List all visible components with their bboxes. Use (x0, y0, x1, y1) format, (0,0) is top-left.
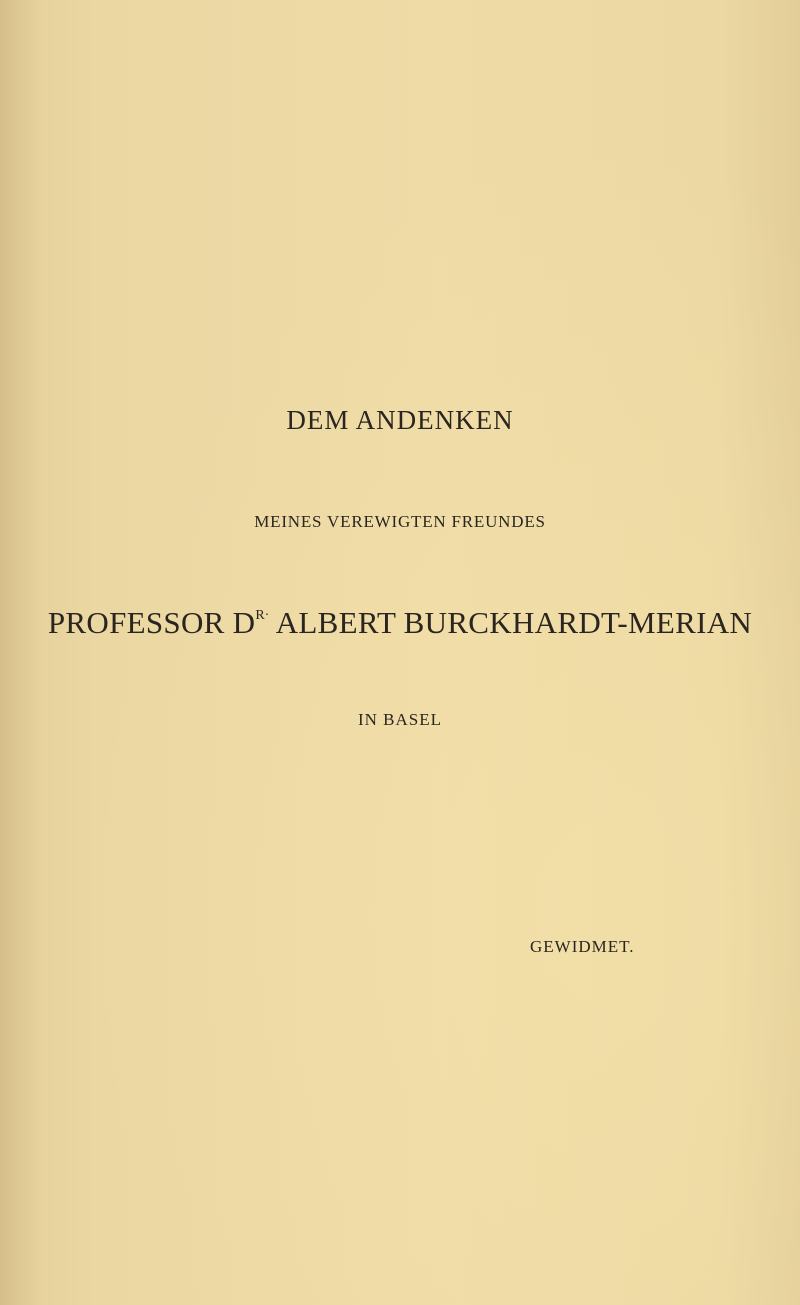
page-edge-shadow (0, 0, 40, 1305)
dedication-closing: GEWIDMET. (530, 937, 635, 956)
dedicatee-line (0, 605, 800, 641)
dedicatee-title: PROFESSOR D (47, 605, 256, 640)
dedicatee-title-superscript: R· (255, 608, 270, 623)
dedication-heading: DEM ANDENKEN (286, 405, 514, 435)
dedication-subheading: MEINES VEREWIGTEN FREUNDES (254, 512, 546, 531)
dedication-place: IN BASEL (357, 710, 443, 729)
dedicatee-name: ALBERT BURCKHARDT-MERIAN (275, 605, 753, 640)
